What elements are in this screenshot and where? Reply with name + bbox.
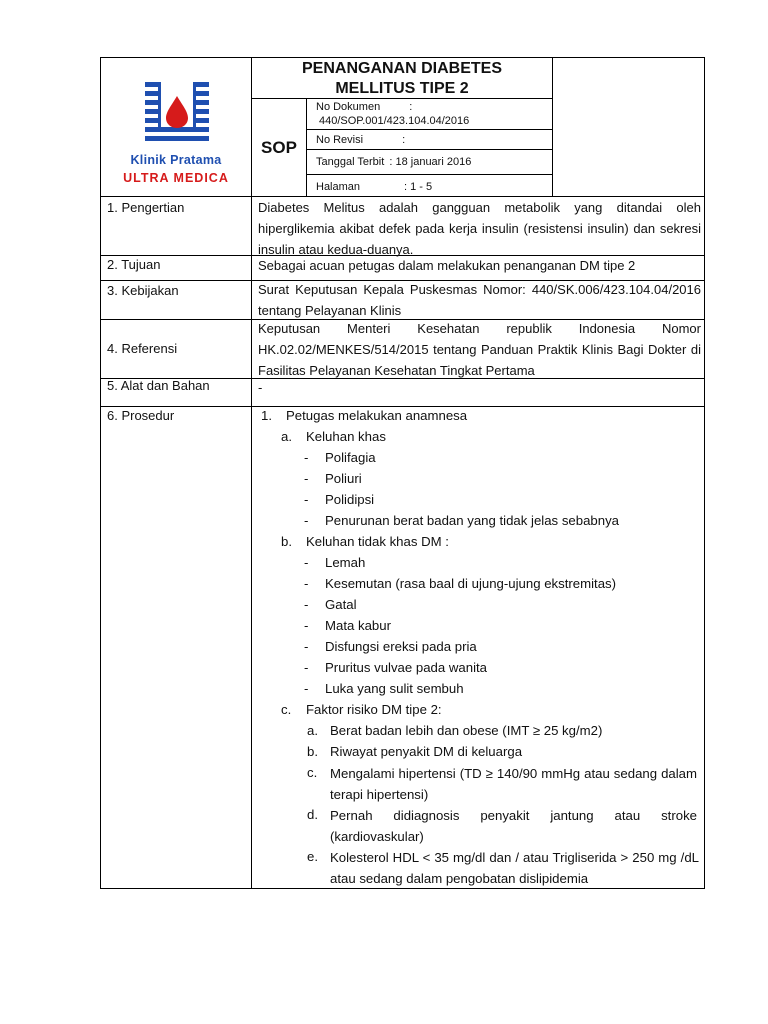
no-dokumen-value: 440/SOP.001/423.104.04/2016 bbox=[319, 115, 470, 127]
list-item: Lemah bbox=[325, 555, 366, 570]
sub-c-text: Faktor risiko DM tipe 2: bbox=[306, 702, 442, 717]
row-label-kebijakan: 3. Kebijakan bbox=[107, 283, 179, 298]
list-item: Mata kabur bbox=[325, 618, 391, 633]
list-item: Kesemutan (rasa baal di ujung-ujung ekstremitas) bbox=[325, 576, 617, 591]
step-1-number: 1. bbox=[261, 408, 272, 423]
list-item: Pruritus vulvae pada wanita bbox=[325, 660, 488, 675]
sub-b-text: Keluhan tidak khas DM : bbox=[306, 534, 449, 549]
clinic-name-line2: ULTRA MEDICA bbox=[123, 171, 229, 185]
list-item: Pernah didiagnosis penyakit jantung atau stroke (kardiovaskular) bbox=[330, 808, 697, 844]
list-letter: c. bbox=[307, 765, 318, 780]
list-item: Penurunan berat badan yang tidak jelas sebabnya bbox=[325, 513, 620, 528]
dash: - bbox=[304, 597, 309, 612]
list-item: Disfungsi ereksi pada pria bbox=[325, 639, 477, 654]
sub-a-letter: a. bbox=[281, 429, 292, 444]
dash: - bbox=[304, 555, 309, 570]
row-text-pengertian: Diabetes Melitus adalah gangguan metabolik yang ditandai oleh hiperglikemia akibat defek pada kerja insulin (resistensi insulin) dan sekresi insulin atau kedua-duanya. bbox=[258, 200, 701, 257]
dash: - bbox=[304, 492, 309, 507]
list-letter: a. bbox=[307, 723, 318, 738]
sub-b-letter: b. bbox=[281, 534, 292, 549]
row-text-referensi: Keputusan Menteri Kesehatan republik Indonesia Nomor HK.02.02/MENKES/514/2015 tentang Panduan Praktik Klinis Bagi Dokter di Fasilitas Pelayanan Kesehatan Tingkat Pertama bbox=[258, 321, 701, 378]
list-item: Poliuri bbox=[325, 471, 362, 486]
dash: - bbox=[304, 618, 309, 633]
row-label-pengertian: 1. Pengertian bbox=[107, 200, 185, 215]
clinic-emblem-icon bbox=[145, 82, 209, 146]
row-text-alat: - bbox=[258, 380, 263, 395]
sub-a-text: Keluhan khas bbox=[306, 429, 386, 444]
no-revisi-sep: : bbox=[402, 134, 406, 146]
dash: - bbox=[304, 639, 309, 654]
clinic-logo bbox=[101, 58, 251, 196]
list-letter: d. bbox=[307, 807, 318, 822]
row-label-tujuan: 2. Tujuan bbox=[107, 257, 161, 272]
row-text-tujuan: Sebagai acuan petugas dalam melakukan penanganan DM tipe 2 bbox=[258, 258, 636, 273]
no-dokumen bbox=[316, 100, 469, 128]
list-item: Gatal bbox=[325, 597, 357, 612]
tanggal-terbit bbox=[316, 155, 471, 169]
list-item: Riwayat penyakit DM di keluarga bbox=[330, 744, 523, 759]
no-dokumen-label: No Dokumen bbox=[316, 101, 381, 113]
list-item: Kolesterol HDL < 35 mg/dl dan / atau Trigliserida > 250 mg /dL atau sedang dalam pengobatan dislipidemia bbox=[330, 850, 699, 886]
dash: - bbox=[304, 471, 309, 486]
list-item: Polidipsi bbox=[325, 492, 375, 507]
title-line2: MELLITUS TIPE 2 bbox=[335, 80, 469, 97]
row-label-alat: 5. Alat dan Bahan bbox=[107, 378, 210, 393]
halaman bbox=[316, 180, 432, 194]
row-label-prosedur: 6. Prosedur bbox=[107, 408, 175, 423]
step-1-text: Petugas melakukan anamnesa bbox=[286, 408, 468, 423]
sop-label: SOP bbox=[261, 137, 297, 157]
dash: - bbox=[304, 681, 309, 696]
halaman-value: : 1 - 5 bbox=[404, 181, 433, 193]
document-title bbox=[252, 58, 552, 99]
halaman-label: Halaman bbox=[316, 181, 361, 193]
tanggal-label: Tanggal Terbit bbox=[316, 156, 385, 168]
no-revisi bbox=[316, 133, 405, 147]
tanggal-value: : 18 januari 2016 bbox=[389, 156, 472, 168]
list-letter: b. bbox=[307, 744, 318, 759]
row-text-kebijakan: Surat Keputusan Kepala Puskesmas Nomor: 440/SK.006/423.104.04/2016 tentang Pelayanan Klinis bbox=[258, 282, 701, 318]
sub-c-letter: c. bbox=[281, 702, 292, 717]
list-item: Berat badan lebih dan obese (IMT ≥ 25 kg/m2) bbox=[330, 723, 603, 738]
list-item: Polifagia bbox=[325, 450, 376, 465]
document-header bbox=[100, 57, 705, 197]
dash: - bbox=[304, 660, 309, 675]
dash: - bbox=[304, 576, 309, 591]
list-letter: e. bbox=[307, 849, 318, 864]
clinic-name-line1: Klinik Pratama bbox=[130, 153, 222, 167]
list-item: Luka yang sulit sembuh bbox=[325, 681, 464, 696]
dash: - bbox=[304, 513, 309, 528]
list-item: Mengalami hipertensi (TD ≥ 140/90 mmHg atau sedang dalam terapi hipertensi) bbox=[330, 766, 697, 802]
dash: - bbox=[304, 450, 309, 465]
row-label-referensi: 4. Referensi bbox=[107, 341, 178, 356]
title-line1: PENANGANAN DIABETES bbox=[301, 60, 502, 77]
no-revisi-label: No Revisi bbox=[316, 134, 364, 146]
sop-content-table bbox=[100, 196, 705, 889]
no-dokumen-sep: : bbox=[409, 101, 413, 113]
